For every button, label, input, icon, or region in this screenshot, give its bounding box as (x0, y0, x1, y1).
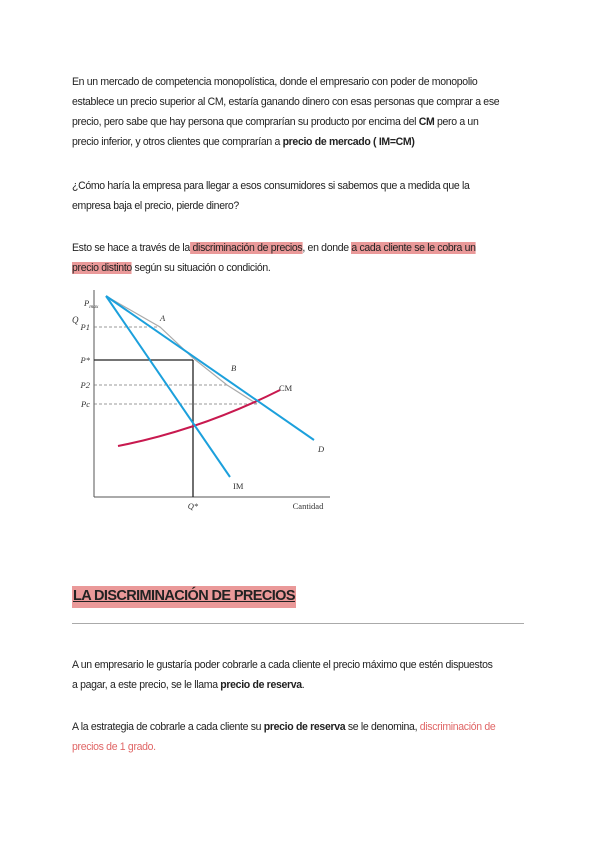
explanation-text-1: Esto se hace a través de la (72, 242, 190, 254)
reserve-end: . (301, 679, 305, 691)
annotation-a: A (160, 313, 166, 323)
explanation-text-3: según su situación o condición. (131, 262, 271, 274)
highlight-discriminacion: discriminación de precios (189, 242, 303, 254)
strategy-text: A la estrategia de cobrarle a cada cliente su (72, 721, 264, 733)
series-d (106, 296, 314, 440)
question-text: ¿Cómo haría la empresa para llegar a esos consumidores si sabemos que a medida que la empresa baja el precio, pierde dinero? (72, 180, 470, 212)
ytick-pc: Pc (81, 399, 90, 409)
price-discrimination-chart (72, 290, 340, 525)
reserve-paragraph (72, 655, 500, 695)
strategy-text-2: se le denomina, (345, 721, 420, 733)
annotation-b: B (231, 363, 237, 373)
series-im (106, 296, 230, 477)
explanation-paragraph (72, 238, 500, 278)
x-axis-label: Cantidad (292, 501, 324, 511)
label-d: D (318, 444, 325, 454)
ytick-pstar: P* (80, 355, 90, 365)
intro-text: En un mercado de competencia monopolística, donde el empresario con poder de monopolio establece un precio superior al CM, estaría ganando dinero con esas personas que comprar a ese precio, pero sabe que hay persona que comprarían su producto por encima del (72, 76, 500, 128)
reserve-bold: precio de reserva (220, 679, 302, 691)
intro-bold-cm: CM (418, 116, 435, 128)
y-axis-label: Q (72, 315, 79, 325)
ytick-p2: P2 (80, 380, 90, 390)
section-heading-text: LA DISCRIMINACIÓN DE PRECIOS (73, 588, 295, 604)
xtick-qstar: Q* (187, 501, 199, 511)
series-cm (118, 390, 280, 446)
highlight-precio-distinto: a cada cliente se le cobra un precio distinto (72, 242, 476, 274)
horizontal-rule (72, 623, 524, 624)
intro-paragraph (72, 72, 500, 152)
ytick-p1: P1 (80, 322, 90, 332)
intro-bold-end: precio de mercado ( IM=CM) (282, 136, 415, 148)
strategy-red-term: discriminación de precios de 1 grado. (72, 721, 496, 753)
ytick-pmax-main: P (84, 298, 90, 308)
strategy-bold: precio de reserva (263, 721, 346, 733)
strategy-paragraph (72, 717, 500, 757)
label-cm: CM (279, 383, 293, 393)
ytick-pmax (83, 298, 99, 310)
question-paragraph (72, 176, 500, 216)
section-heading (72, 586, 296, 608)
explanation-text-2: , en donde (302, 242, 352, 254)
reserve-text: A un empresario le gustaría poder cobrarle a cada cliente el precio máximo que estén dispuestos a pagar, a este precio, se le llama (72, 659, 493, 691)
ytick-pmax-sub: max (89, 304, 99, 310)
intro-text-2: pero a un precio inferior, y otros clientes que comprarían a (72, 116, 479, 148)
label-im: IM (233, 481, 244, 491)
